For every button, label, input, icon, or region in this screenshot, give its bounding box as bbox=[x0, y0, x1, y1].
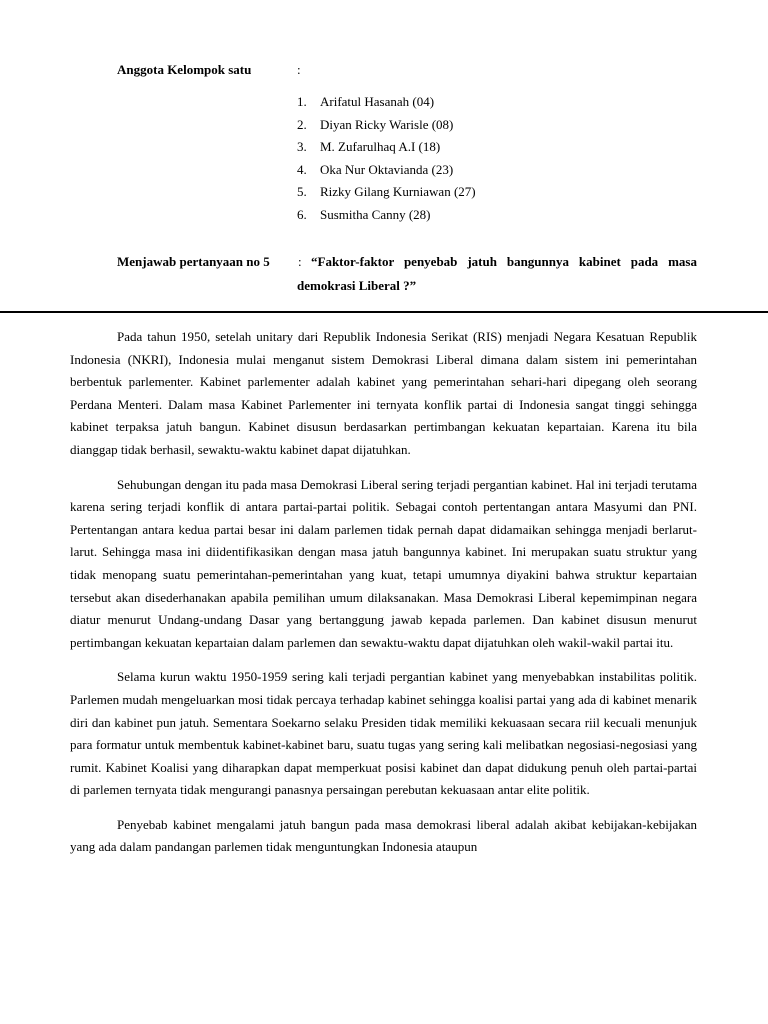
list-item-number: 3. bbox=[297, 139, 307, 155]
members-list bbox=[297, 91, 476, 227]
list-item bbox=[297, 114, 476, 137]
list-item bbox=[297, 136, 476, 159]
members-colon: : bbox=[297, 62, 301, 77]
list-item bbox=[297, 181, 476, 204]
list-item-number: 5. bbox=[297, 184, 307, 200]
member-name: Rizky Gilang Kurniawan (27) bbox=[320, 184, 476, 200]
question-colon: : bbox=[298, 254, 302, 269]
list-item-number: 6. bbox=[297, 206, 307, 222]
list-item-number: 1. bbox=[297, 94, 307, 109]
list-item-number: 4. bbox=[297, 161, 307, 177]
member-name: Oka Nur Oktavianda (23) bbox=[320, 161, 454, 177]
paragraph: Pada tahun 1950, setelah unitary dari Republik Indonesia Serikat (RIS) menjadi Negara Kesatuan Republik Indonesia (NKRI), Indonesia mulai menganut sistem Demokrasi Liberal dimana dalam sistem ini pemerintahan berbentuk parlementer. Kabinet parlementer adalah kabinet yang pemerintahan sehari-hari dipegang oleh seorang Perdana Menteri. Dalam masa Kabinet Parlementer ini ternyata konflik partai di Indonesia sangat tinggi sehingga kabinet terpaksa jatuh bangun. Kabinet disusun berdasarkan pertimbangan kekuatan kepartaian. Karena itu bila dianggap tidak berhasil, sewaktu-waktu kabinet dapat dijatuhkan. bbox=[70, 329, 697, 457]
list-item bbox=[297, 159, 476, 182]
paragraph: Sehubungan dengan itu pada masa Demokrasi Liberal sering terjadi pergantian kabinet. Hal ini terjadi terutama karena sering terjadi konflik di antara partai-partai politik. Sebagai contoh pertentangan antara Masyumi dan PNI. Pertentangan antara kedua partai besar ini dalam parlemen tidak pernah dapat didamaikan sehingga menjadi berlarut-larut. Sehingga masa ini diidentifikasikan dengan masa jatuh bangunnya kabinet. Ini merupakan suatu struktur yang tidak menopang suatu pemerintahan-pemerintahan yang kuat, tetapi umumnya diyakini bahwa struktur kepartaian tersebut akan disederhanakan apabila pemilihan umum dilaksanakan. Masa Demokrasi Liberal kepemimpinan negara diatur menurut Undang-undang Dasar yang bertanggung jawab kepada parlemen. Dan kabinet disusun menurut pertimbangan kekuatan kepartaian dalam parlemen dan sewaktu-waktu dapat dijatuhkan oleh wakil-wakil partai itu. bbox=[70, 476, 697, 650]
member-name: M. Zufarulhaq A.I (18) bbox=[320, 139, 441, 155]
member-name: Diyan Ricky Warisle (08) bbox=[320, 116, 454, 132]
question-text: “Faktor-faktor penyebab jatuh bangunnya kabinet pada masa demokrasi Liberal ?” bbox=[297, 254, 697, 293]
list-item bbox=[297, 91, 476, 114]
member-name: Susmitha Canny (28) bbox=[320, 206, 431, 222]
paragraph: Selama kurun waktu 1950-1959 sering kali terjadi pergantian kabinet yang menyebabkan instabilitas politik. Parlemen mudah mengeluarkan mosi tidak percaya terhadap kabinet sehingga koalisi partai yang ada di kabinet menarik diri dan kabinet pun jatuh. Sementara Soekarno selaku Presiden tidak memiliki kekuasaan secara riil kecuali menunjuk para formatur untuk membentuk kabinet-kabinet baru, suatu tugas yang sering kali melibatkan negosiasi-negosiasi yang rumit. Kabinet Koalisi yang diharapkan dapat memperkuat posisi kabinet dan dapat didukung penuh oleh partai-partai di parlemen ternyata tidak mengurangi panasnya persaingan perebutan kekuasaan antar elite politik. bbox=[70, 669, 697, 798]
question-label: Menjawab pertanyaan no 5 bbox=[117, 254, 270, 269]
horizontal-divider bbox=[0, 311, 768, 313]
paragraph: Penyebab kabinet mengalami jatuh bangun pada masa demokrasi liberal adalah akibat kebijakan-kebijakan yang ada dalam pandangan parlemen tidak menguntungkan Indonesia ataupun bbox=[70, 816, 697, 855]
list-item bbox=[297, 204, 476, 227]
members-label: Anggota Kelompok satu bbox=[117, 62, 252, 77]
member-name: Arifatul Hasanah (04) bbox=[320, 94, 435, 109]
list-item-number: 2. bbox=[297, 116, 307, 132]
body-text bbox=[70, 326, 697, 871]
